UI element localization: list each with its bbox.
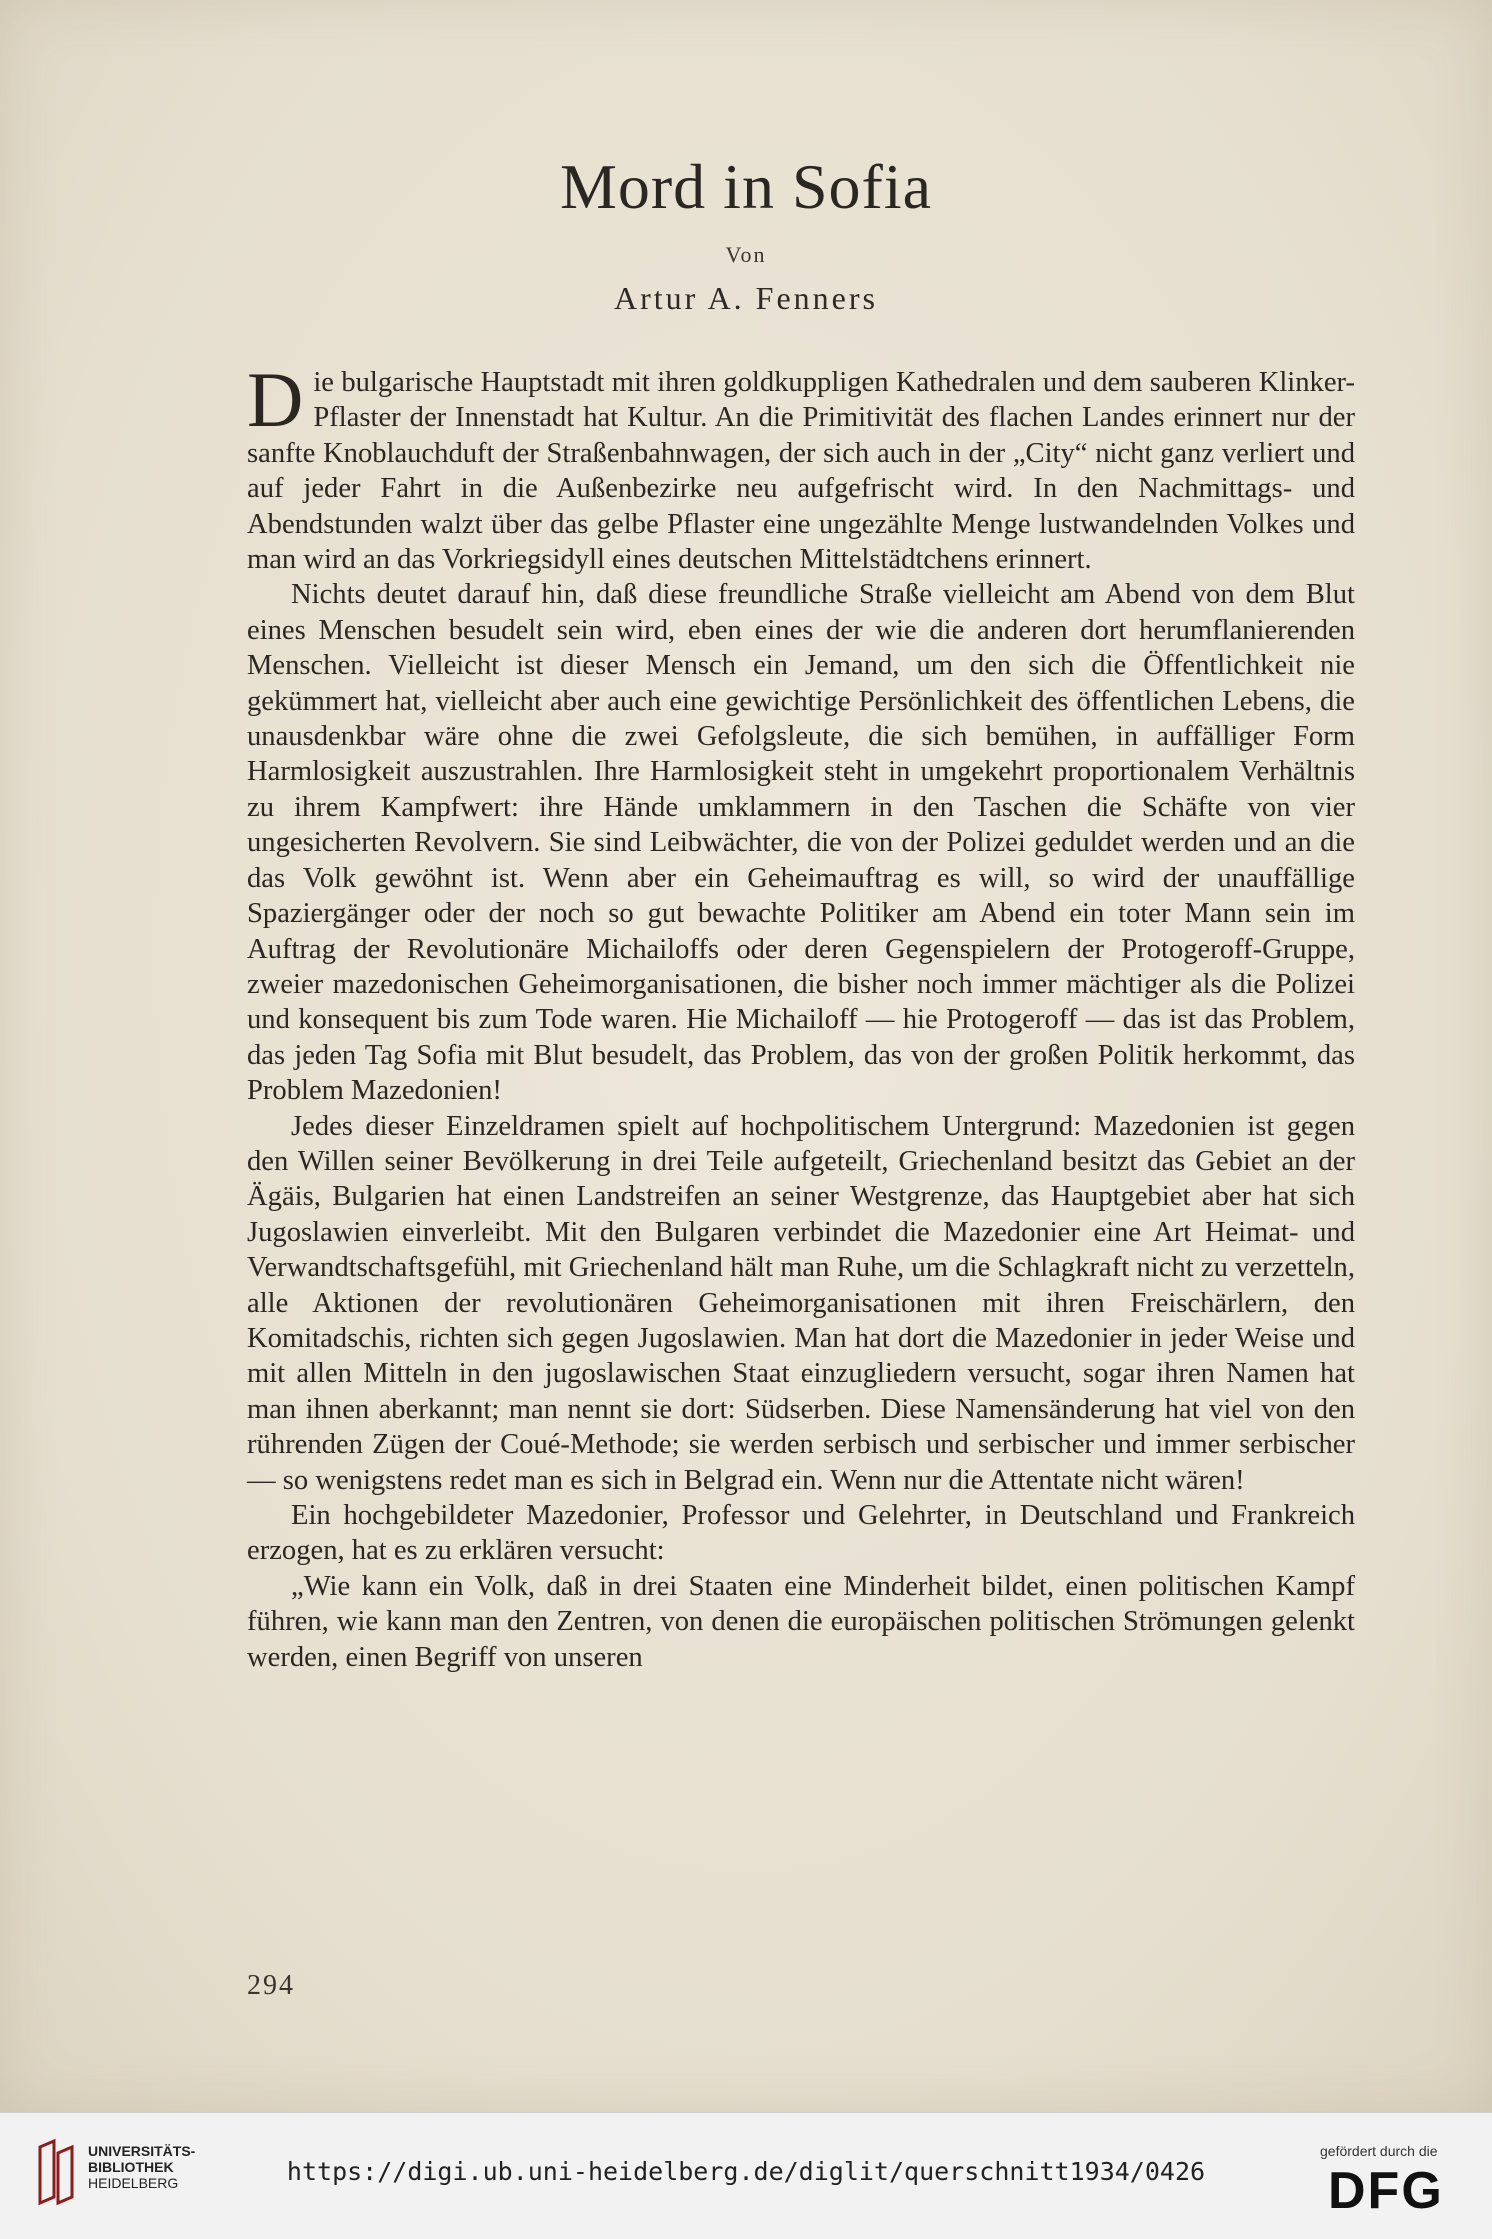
paragraph — [247, 356, 1355, 577]
article-body — [247, 356, 1355, 1675]
document-url[interactable]: https://digi.ub.uni-heidelberg.de/diglit/querschnitt1934/0426 — [286, 2157, 1206, 2186]
paragraph: „Wie kann ein Volk, daß in drei Staaten eine Minderheit bildet, einen politischen Kampf führen, wie kann man den Zentren, von denen die europäischen politischen Strömungen gelenkt werden, einen Begriff von unseren — [247, 1570, 1355, 1673]
byline-prefix: Von — [725, 242, 767, 267]
author-name: Artur A. Fenners — [614, 280, 878, 316]
viewer-footer — [0, 2112, 1492, 2239]
dfg-logo: DFG — [1328, 2162, 1444, 2220]
library-name: UNIVERSITÄTS- BIBLIOTHEK HEIDELBERG — [88, 2143, 196, 2191]
paragraph: Nichts deutet darauf hin, daß diese freundliche Straße vielleicht am Abend von dem Blut eines Menschen besudelt sein wird, eben eines der wie die anderen dort herumflanierenden Menschen. Vielleicht ist dieser Mensch ein Jemand, um den sich die Öffentlichkeit nie gekümmert hat, vielleicht aber auch eine gewichtige Persönlichkeit des öffentlichen Lebens, die unausdenkbar wäre ohne die zwei Gefolgsleute, die sich bemühen, in auffälliger Form Harmlosigkeit auszustrahlen. Ihre Harmlosigkeit steht in umgekehrt proportionalem Verhältnis zu ihrem Kampfwert: ihre Hände umklammern in den Taschen die Schäfte von vier ungesicherten Revolvern. Sie sind Leibwächter, die von der Polizei geduldet werden und an die das Volk gewöhnt ist. Wenn aber ein Geheimauftrag es will, so wird der unauffällige Spaziergänger oder der noch so gut bewachte Politiker am Abend ein toter Mann sein im Auftrag der Revolutionäre Michailoffs oder deren Gegenspielern der Protogeroff-Gruppe, zweier mazedonischen Geheimorganisationen, die bisher noch immer mächtiger als die Polizei und konsequent bis zum Tode waren. Hie Michailoff — hie Protogeroff — das ist das Problem, das jeden Tag Sofia mit Blut besudelt, das Problem, das von der großen Politik herkommt, das Problem Mazedonien! — [247, 579, 1355, 1107]
page-number: 294 — [247, 1970, 295, 2001]
paragraph: Jedes dieser Einzeldramen spielt auf hochpolitischem Untergrund: Mazedonien ist gegen den Willen seiner Bevölkerung in drei Teile aufgeteilt, Griechenland besitzt das Gebiet an der Ägäis, Bulgarien hat einen Landstreifen an seiner Westgrenze, das Hauptgebiet aber hat sich Jugoslawien einverleibt. Mit den Bulgaren verbindet die Mazedonier eine Art Heimat- und Verwandtschaftsgefühl, mit Griechenland hält man Ruhe, um die Schlagkraft nicht zu verzetteln, alle Aktionen der revolutionären Geheimorganisationen mit ihren Freischärlern, den Komitadschis, richten sich gegen Jugoslawien. Man hat dort die Mazedonier in jeder Weise und mit allen Mitteln in den jugoslawischen Staat einzugliedern versucht, sogar ihren Namen hat man ihnen aberkannt; man nennt sie dort: Südserben. Diese Namensänderung hat viel von den rührenden Zügen der Coué-Methode; sie werden serbisch und serbischer und immer serbischer — so wenigstens redet man es sich in Belgrad ein. Wenn nur die Attentate nicht wären! — [247, 1110, 1355, 1496]
article-title: Mord in Sofia — [559, 151, 933, 222]
funded-by-label: gefördert durch die — [1320, 2143, 1438, 2159]
paragraph-text: ie bulgarische Hauptstadt mit ihren goldkuppligen Kathedralen und dem sauberen Klinker-Pflaster der Innenstadt hat Kultur. An die Primitivität des flachen Landes erinnert nur der sanfte Knoblauchduft der Straßenbahnwagen, der sich auch in der „City“ nicht ganz verliert und auf jeder Fahrt in die Außenbezirke neu aufgefrischt wird. In den Nachmittags- und Abendstunden walzt über das gelbe Pflaster eine ungezählte Menge lustwandelnden Volkes und man wird an das Vorkriegsidyll eines deutschen Mittelstädtchens erinnert. — [247, 367, 1355, 576]
paragraph: Ein hochgebildeter Mazedonier, Professor und Gelehrter, in Deutschland und Frankreich erzogen, hat es zu erklären versucht: — [247, 1500, 1355, 1567]
drop-cap: D — [247, 356, 304, 443]
